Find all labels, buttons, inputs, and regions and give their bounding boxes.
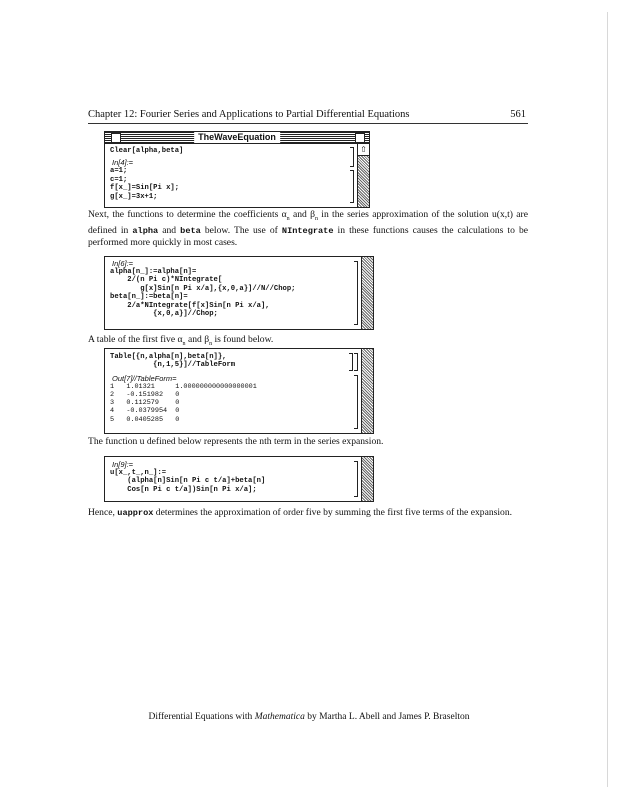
cell-bracket[interactable] xyxy=(350,170,354,203)
paragraph-uapprox: Hence, uapprox determines the approximation of order five by summing the first five terms of the expansion. xyxy=(88,507,513,518)
input-code[interactable]: Table[{n,alpha[n],beta[n]}, {n,1,5}]//TableForm xyxy=(110,353,236,370)
cell-bracket[interactable] xyxy=(354,461,358,497)
input-label: In[9]:= xyxy=(112,460,134,469)
output-table: 1 1.01321 1.000000000000000001 2 -0.151982 0 3 0.112579 0 4 -0.0379954 0 5 0.0405285 0 xyxy=(110,382,257,424)
paragraph-function-u: The function u defined below represents the nth term in the series expansion. xyxy=(88,436,384,447)
window-titlebar[interactable] xyxy=(105,132,369,144)
notebook-window xyxy=(104,131,370,208)
scrollbar[interactable] xyxy=(357,156,369,207)
page-edge xyxy=(607,12,608,787)
paragraph-coefficients: Next, the functions to determine the coefficients $\alpha_n$ and $\beta_n$ in the series approximation of the solution u(x,t) are defined in alpha and beta below. The use of NIntegrate in these functions causes the calculations to be performed more quickly in most cases. xyxy=(88,209,529,248)
page-number: 561 xyxy=(510,109,526,120)
cell-in6[interactable] xyxy=(104,256,374,330)
cell-in9[interactable] xyxy=(104,456,374,502)
output-label: Out[7]//TableForm= xyxy=(112,373,177,383)
input-code[interactable]: u[x_,t_,n_]:= (alpha[n]Sin[n Pi c t/a]+beta[n] Cos[n Pi c t/a])Sin[n Pi x/a]; xyxy=(110,469,266,494)
close-box-icon[interactable] xyxy=(111,133,121,143)
input-label: In[4]:= xyxy=(112,158,134,168)
page-footer: Differential Equations with Mathematica by Martha L. Abell and James P. Braselton xyxy=(148,712,470,722)
input-label: In[6]:= xyxy=(112,259,134,268)
window-title: TheWaveEquation xyxy=(194,132,280,143)
code-alpha: alpha xyxy=(132,225,159,236)
code-uapprox: uapprox xyxy=(117,508,154,518)
scroll-up-arrow-icon[interactable]: ⇧ xyxy=(357,144,369,156)
code-nintegrate: NIntegrate xyxy=(281,225,334,236)
cell-bracket[interactable] xyxy=(354,375,358,429)
cell-bracket[interactable] xyxy=(354,261,358,325)
clear-command[interactable]: Clear[alpha,beta] xyxy=(110,147,184,155)
scrollbar[interactable] xyxy=(361,457,373,501)
zoom-box-icon[interactable] xyxy=(355,133,365,143)
cell-bracket[interactable] xyxy=(350,147,354,167)
cell-bracket[interactable] xyxy=(354,353,358,371)
running-header xyxy=(88,109,528,120)
cell-table[interactable] xyxy=(104,348,374,434)
header-rule xyxy=(88,123,528,124)
paragraph-table-intro: A table of the first five $\alpha_n$ and $\beta_n$ is found below. xyxy=(88,334,274,347)
input-code[interactable]: a=1; c=1; f[x_]=Sin[Pi x]; g[x_]=3x+1; xyxy=(110,167,180,201)
scrollbar[interactable] xyxy=(361,349,373,433)
cell-bracket[interactable] xyxy=(349,353,353,371)
header-text: Chapter 12: Fourier Series and Applications to Partial Differential Equations xyxy=(88,109,410,120)
scrollbar[interactable] xyxy=(361,257,373,329)
code-beta: beta xyxy=(180,225,201,236)
input-code[interactable]: alpha[n_]:=alpha[n]= 2/(n Pi c)*NIntegrate[ g[x]Sin[n Pi x/a],{x,0,a}]//N//Chop; beta[n_]:=beta[n]= 2/a*NIntegrate[f[x]Sin[n Pi x/a], {x,0,a}]//Chop; xyxy=(110,268,296,319)
